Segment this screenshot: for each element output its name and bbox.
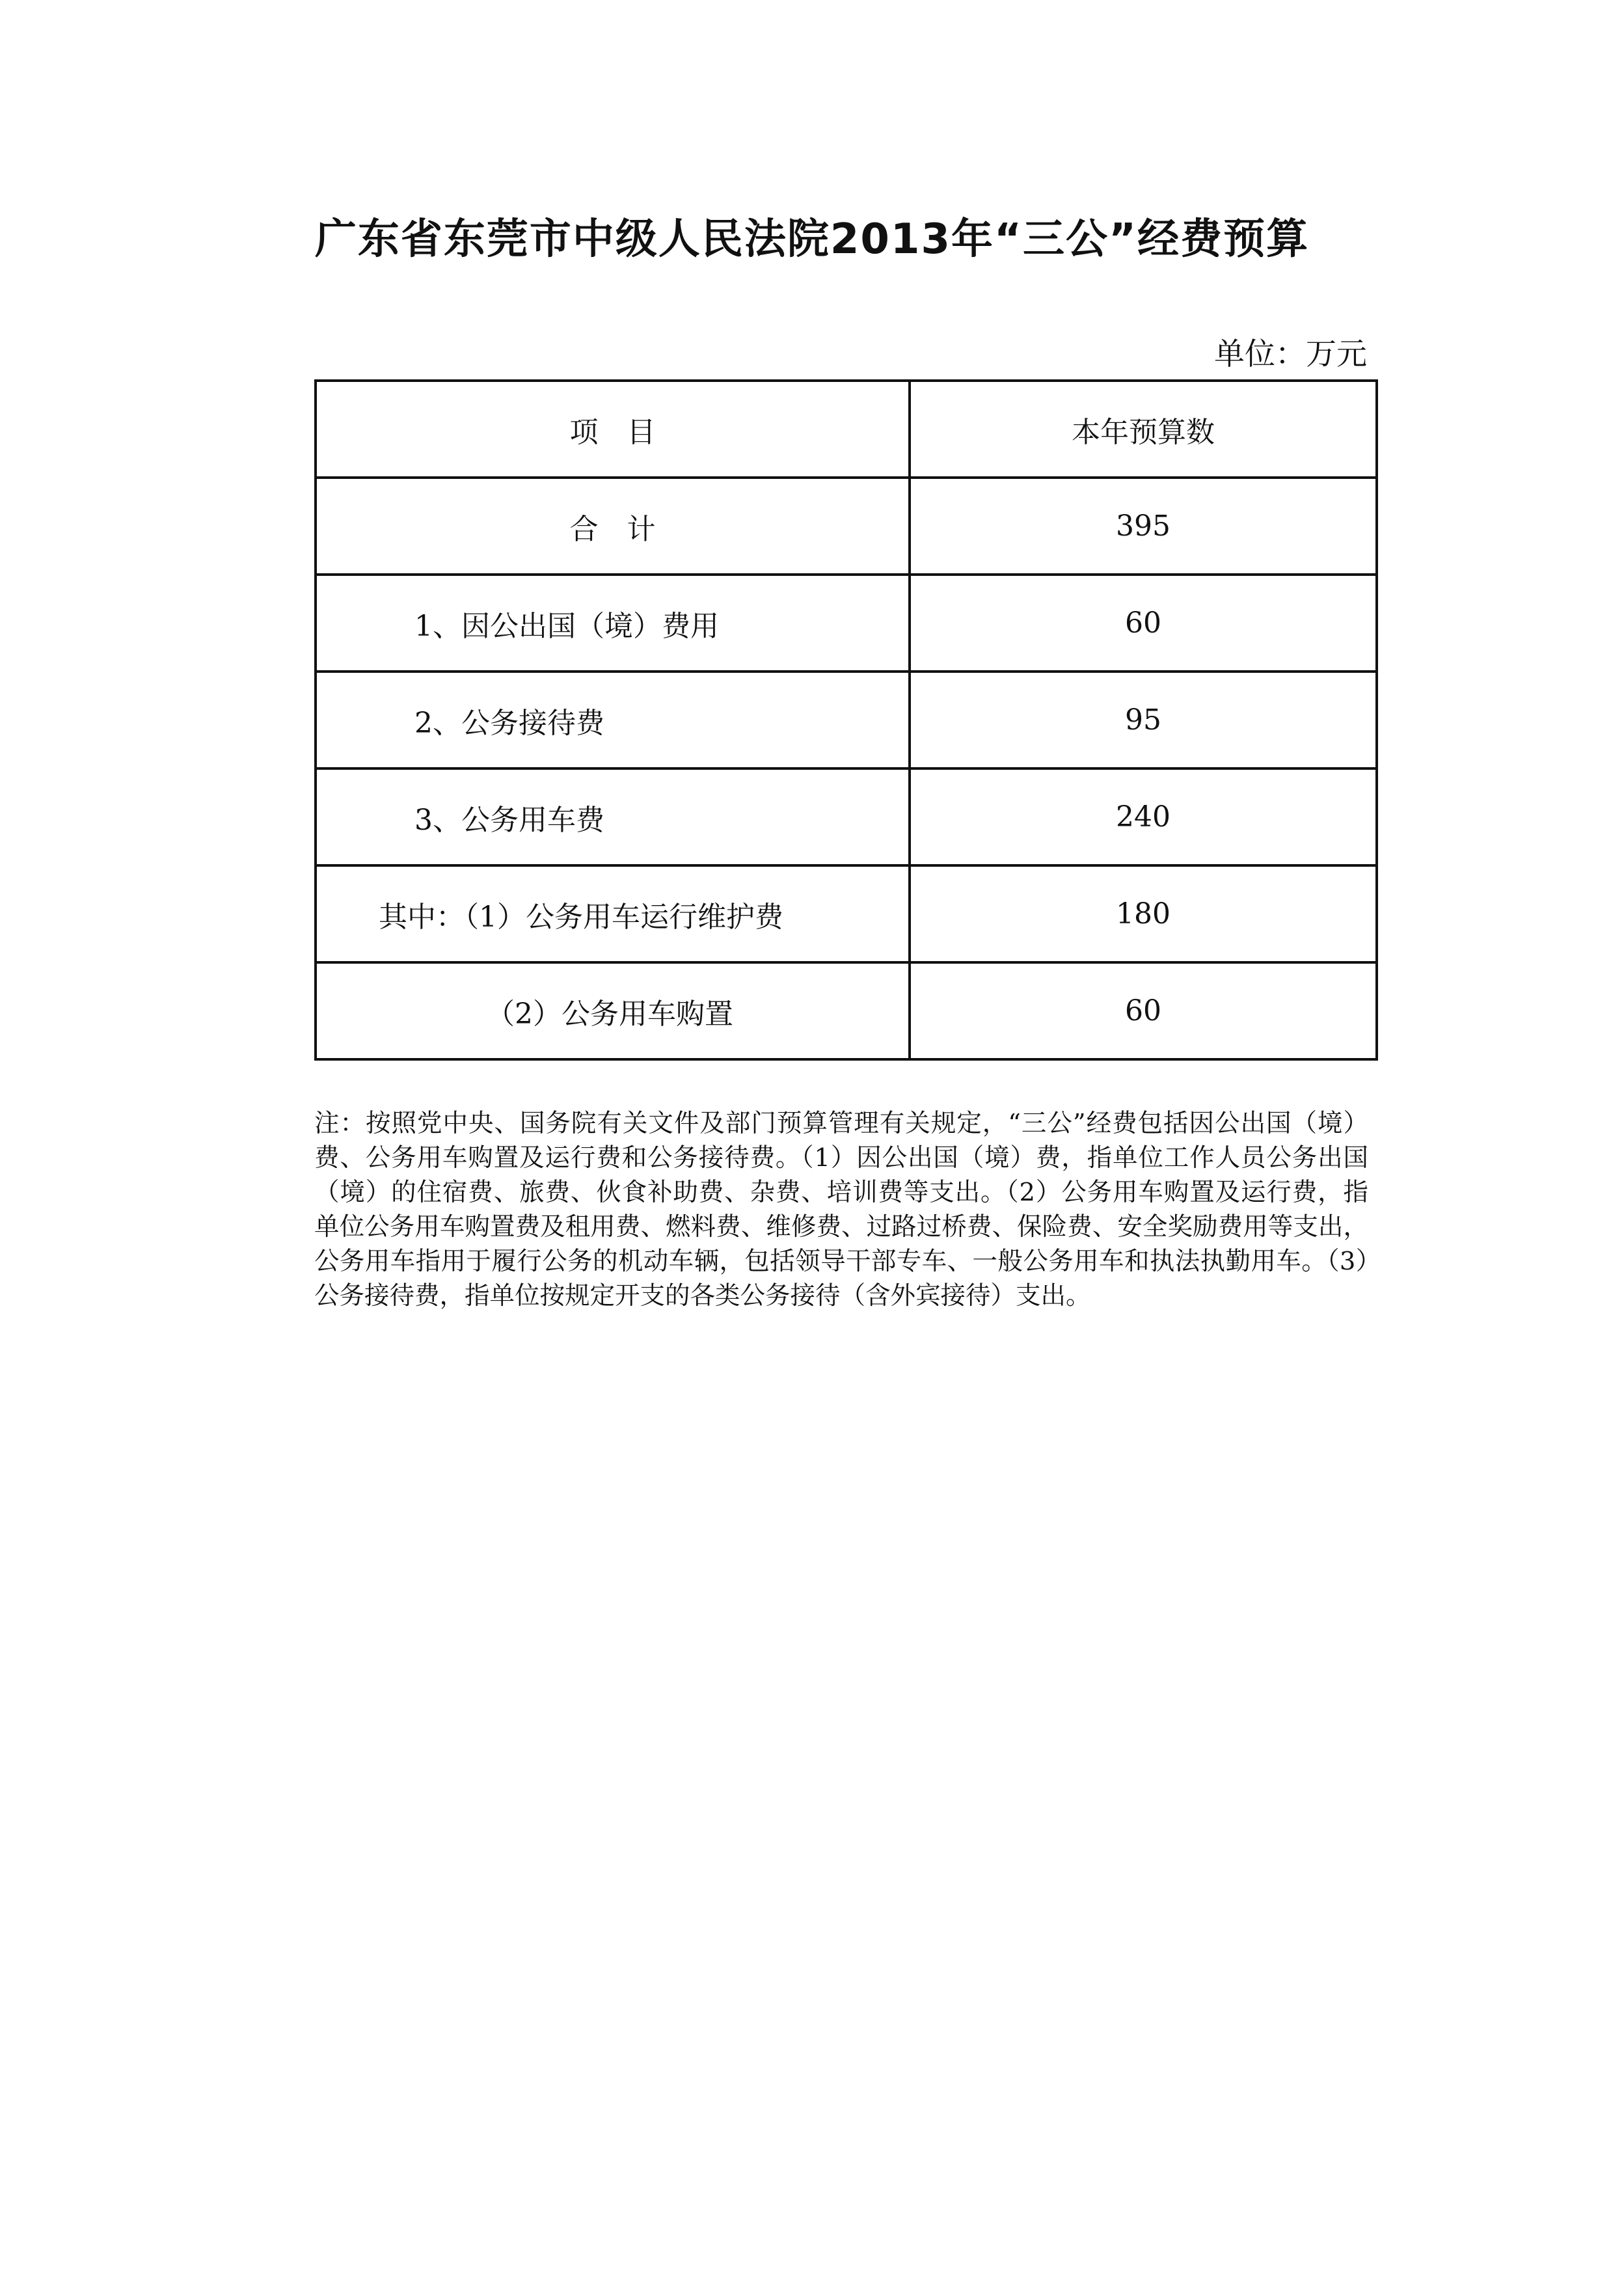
- budget-table: [314, 379, 1378, 1061]
- table-row: [316, 672, 1377, 768]
- table-header-row: [316, 381, 1377, 478]
- cell-value: 180: [910, 865, 1377, 962]
- cell-item: 1、因公出国（境）费用: [316, 575, 910, 672]
- header-value: 本年预算数: [910, 381, 1377, 478]
- table-row-total: [316, 478, 1377, 575]
- footnote: 注：按照党中央、国务院有关文件及部门预算管理有关规定，“三公”经费包括因公出国（境）费、公务用车购置及运行费和公务接待费。（1）因公出国（境）费，指单位工作人员公务出国（境）的住宿费、旅费、伙食补助费、杂费、培训费等支出。（2）公务用车购置及运行费，指单位公务用车购置费及租用费、燃料费、维修费、过路过桥费、保险费、安全奖励费用等支出，公务用车指用于履行公务的机动车辆，包括领导干部专车、一般公务用车和执法执勤用车。（3）公务接待费，指单位按规定开支的各类公务接待（含外宾接待）支出。: [314, 1109, 1368, 1311]
- table-row: [316, 768, 1377, 865]
- cell-item: （2）公务用车购置: [316, 962, 910, 1059]
- table-row: [316, 962, 1377, 1059]
- cell-value: 240: [910, 768, 1377, 865]
- cell-item: 合 计: [316, 478, 910, 575]
- table-row: [316, 575, 1377, 672]
- unit-label: 单位：万元: [1214, 336, 1367, 372]
- table-row: [316, 865, 1377, 962]
- cell-value: 95: [910, 672, 1377, 768]
- page-title: 广东省东莞市中级人民法院2013年“三公”经费预算: [314, 215, 1310, 264]
- cell-value: 395: [910, 478, 1377, 575]
- cell-item: 其中：（1）公务用车运行维护费: [316, 865, 910, 962]
- header-item: 项 目: [316, 381, 910, 478]
- cell-item: 2、公务接待费: [316, 672, 910, 768]
- cell-item: 3、公务用车费: [316, 768, 910, 865]
- cell-value: 60: [910, 575, 1377, 672]
- cell-value: 60: [910, 962, 1377, 1059]
